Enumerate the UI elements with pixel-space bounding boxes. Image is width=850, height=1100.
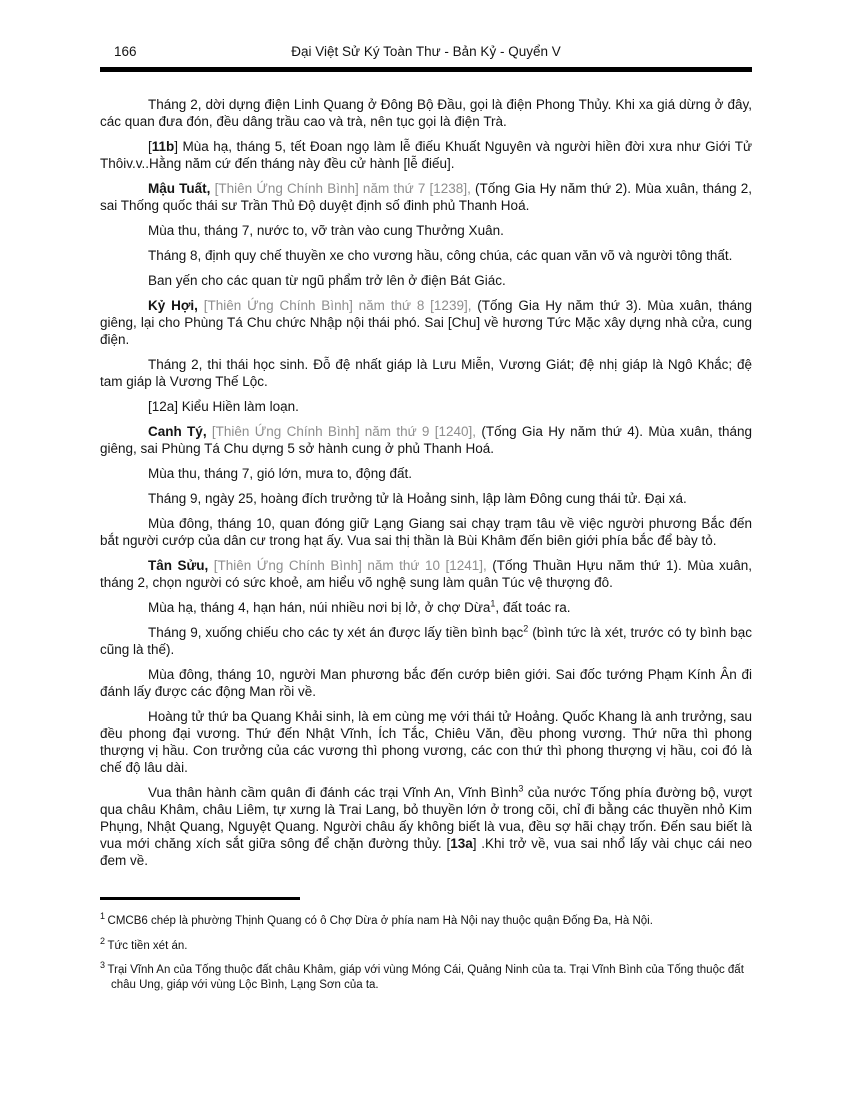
text-segment: (Tống Gia Hy năm thứ 2). Mùa xuân, tháng 2, sai Thống quốc thái sư Trần Thủ Độ duyệt định số đinh phủ Thanh Hoá.: [100, 181, 753, 213]
text-segment: Tháng 8, định quy chế thuyền xe cho vương hầu, công chúa, các quan văn võ và người tông thất.: [148, 248, 733, 263]
text-segment: (Tống Gia Hy năm thứ 3). Mùa xuân, tháng giêng, lại cho Phùng Tá Chu chức Nhập nội thái phó. Sai [Chu] về hương Tức Mặc xây dựng nhà cửa, cung điện.: [100, 298, 753, 347]
text-segment: Mùa thu, tháng 7, gió lớn, mưa to, động đất.: [148, 466, 413, 481]
footnote-marker: 2: [100, 935, 108, 946]
text-segment: Mùa hạ, tháng 4, hạn hán, núi nhiều nơi bị lở, ở chợ Dừa: [148, 600, 491, 615]
paragraph: [100, 180, 752, 214]
text-segment: [12a] Kiểu Hiền làm loạn.: [148, 399, 299, 414]
text-segment: [Thiên Ứng Chính Bình] năm thứ 8 [1239],: [197, 298, 472, 313]
footnote-item: [100, 960, 752, 992]
page-header: [100, 44, 752, 64]
paragraph: [100, 557, 752, 591]
text-segment: Ban yến cho các quan từ ngũ phẩm trở lên ở điện Bát Giác.: [148, 273, 506, 288]
footnote-text: Trại Vĩnh An của Tống thuộc đất châu Khâm, giáp với vùng Móng Cái, Quảng Ninh của ta. Trại Vĩnh Bình của Tống thuộc đất châu Ung, giáp với vùng Lộc Bình, Lạng Sơn của ta.: [107, 964, 744, 991]
footnote-item: [100, 911, 752, 929]
footnote-text: CMCB6 chép là phường Thịnh Quang có ô Chợ Dừa ở phía nam Hà Nội nay thuộc quận Đống Đa, Hà Nội.: [107, 915, 653, 927]
paragraph: [100, 490, 752, 507]
text-segment: , đất toác ra.: [495, 600, 571, 615]
text-segment: 3: [518, 783, 524, 794]
footnote-marker: 3: [100, 960, 108, 971]
text-segment: (Tống Gia Hy năm thứ 4). Mùa xuân, tháng giêng, sai Phùng Tá Chu dựng 5 sở hành cung ở phủ Thanh Hoá.: [100, 424, 753, 456]
paragraph: [100, 222, 752, 239]
footnote-divider: [100, 897, 300, 900]
text-segment: (bình tức là xét, trước có ty bình bạc cũng là thế).: [100, 625, 752, 657]
text-segment: Mùa đông, tháng 10, người Man phương bắc đến cướp biên giới. Sai đốc tướng Phạm Kính Ân đi đánh lấy được các động Man rồi về.: [100, 667, 752, 699]
paragraph: [100, 297, 752, 348]
paragraph: [100, 599, 752, 616]
paragraph: [100, 398, 752, 415]
footnote-text: Tức tiền xét án.: [107, 939, 188, 952]
paragraph: [100, 423, 752, 457]
footnote-section: [100, 897, 752, 1002]
text-segment: Canh Tý,: [148, 424, 207, 439]
text-segment: của nước Tống phía đường bộ, vượt qua châu Khâm, châu Liêm, tự xưng là Trai Lang, bỏ thuyền lớn ở trong cõi, chỉ đi bằng các thuyền nhỏ Kim Phụng, Nhật Quang, Nguyệt Quang. Người châu ấy không biết là vua, đều sợ hãi chạy trốn. Đến sau biết là vua mới chăng xích sắt giữa sông để chặn đường thủy. [: [100, 785, 752, 851]
footnote-item: [100, 935, 752, 954]
text-segment: 1: [490, 598, 496, 609]
text-segment: 13a: [450, 836, 473, 851]
text-segment: [Thiên Ứng Chính Bình] năm thứ 10 [1241],: [208, 558, 487, 573]
paragraph: [100, 272, 752, 289]
paragraph: [100, 666, 752, 700]
body-text: [100, 96, 752, 877]
text-segment: Tháng 2, thi thái học sinh. Đỗ đệ nhất giáp là Lưu Miễn, Vương Giát; đệ nhị giáp là Ngô Khắc; đệ tam giáp là Vương Thế Lộc.: [100, 357, 752, 389]
text-segment: Vua thân hành cầm quân đi đánh các trại Vĩnh An, Vĩnh Bình: [148, 785, 519, 800]
text-segment: 2: [523, 623, 529, 634]
paragraph: [100, 624, 752, 658]
page-number: 166: [114, 44, 137, 59]
text-segment: Kỷ Hợi,: [148, 298, 198, 313]
text-segment: [Thiên Ứng Chính Bình] năm thứ 9 [1240],: [206, 424, 477, 439]
header-rule: [100, 67, 752, 72]
text-segment: Mùa đông, tháng 10, quan đóng giữ Lạng Giang sai chạy trạm tâu về việc người phương Bắc đến bắt người cướp của dân cư trong hạt ấy. Vua sai thị thần là Bùi Khâm đến biên giới phía bắc để bày tỏ.: [100, 516, 752, 548]
text-segment: (Tống Thuần Hựu năm thứ 1). Mùa xuân, tháng 2, chọn người có sức khoẻ, am hiểu võ nghệ sung làm quân Túc vệ thượng đô.: [100, 558, 752, 590]
text-segment: Mậu Tuất,: [148, 181, 211, 196]
text-segment: Mùa thu, tháng 7, nước to, vỡ tràn vào cung Thưởng Xuân.: [148, 223, 504, 238]
text-segment: Hoàng tử thứ ba Quang Khải sinh, là em cùng mẹ với thái tử Hoảng. Quốc Khang là anh trưởng, sau đều phong đại vương. Thứ đến Nhật Vĩnh, Ích Tắc, Chiêu Văn, đều phong vương. Thứ nữa thì phong thượng vị hầu. Con trưởng của các vương thì phong vương, các con thứ thì phong thượng vị hầu, coi đó là chế độ lâu dài.: [100, 709, 752, 775]
text-segment: ] Mùa hạ, tháng 5, tết Đoan ngọ làm lễ điếu Khuất Nguyên và người hiền đời xưa như Giới Tử Thôiv.v..Hằng năm cứ đến tháng này đều cử hành [lễ điếu].: [100, 139, 752, 171]
text-segment: ] .Khi trở về, vua sai nhổ lấy vài chục cái neo đem về.: [100, 836, 752, 868]
paragraph: [100, 708, 752, 776]
text-segment: [: [148, 139, 152, 154]
text-segment: Tháng 9, xuống chiếu cho các ty xét án được lấy tiền bình bạc: [148, 625, 524, 640]
text-segment: [Thiên Ứng Chính Bình] năm thứ 7 [1238],: [210, 181, 471, 196]
paragraph: [100, 515, 752, 549]
paragraph: [100, 356, 752, 390]
paragraph: [100, 784, 752, 869]
text-segment: 11b: [151, 139, 175, 154]
paragraph: [100, 96, 752, 130]
paragraph: [100, 138, 752, 172]
paragraph: [100, 465, 752, 482]
header-title: Đại Việt Sử Ký Toàn Thư - Bản Kỷ - Quyển V: [291, 44, 561, 59]
footnote-marker: 1: [100, 911, 108, 922]
footnote-list: [100, 911, 752, 992]
text-segment: Tháng 2, dời dựng điện Linh Quang ở Đông Bộ Đầu, gọi là điện Phong Thủy. Khi xa giá dừng ở đây, các quan đưa đón, đều dâng trầu cao và trà, nên tục gọi là điện Trà.: [100, 97, 752, 129]
paragraph: [100, 247, 752, 264]
text-segment: Tân Sửu,: [148, 558, 209, 573]
text-segment: Tháng 9, ngày 25, hoàng đích trưởng tử là Hoảng sinh, lập làm Đông cung thái tử. Đại xá.: [148, 491, 687, 506]
